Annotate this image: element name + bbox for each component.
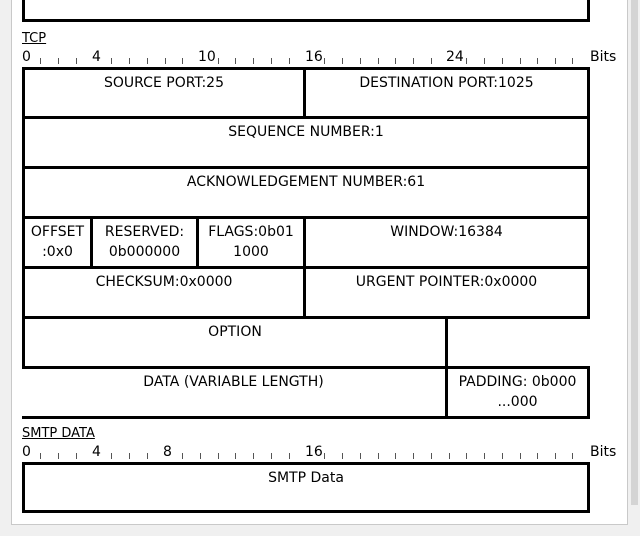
ruler-tick [555,453,556,459]
field-source-port: SOURCE PORT:25 [22,67,306,119]
ruler-tick [484,58,485,64]
ruler-tick [111,58,112,64]
ruler-tick [200,453,201,459]
ruler-tick [555,58,556,64]
ruler-tick [182,453,183,459]
ruler-tick [58,58,59,64]
ruler-tick [218,58,219,64]
ruler-unit-label: Bits [590,444,617,460]
ruler-number: 0 [22,49,31,65]
ruler-tick [40,453,41,459]
ruler-tick [271,453,272,459]
ruler-tick [378,453,379,459]
field-reserved: RESERVED: 0b000000 [93,216,199,269]
ruler-tick [129,58,130,64]
field-flags: FLAGS:0b01 1000 [199,216,306,269]
ruler-number: 24 [446,49,464,65]
ruler-tick [111,453,112,459]
tcp-bit-ruler [22,49,622,69]
ruler-tick [395,453,396,459]
smtp-section-label: SMTP DATA [22,426,95,441]
ruler-tick [431,453,432,459]
ruler-tick [572,453,573,459]
field-data: DATA (VARIABLE LENGTH) [22,366,448,419]
ruler-tick [342,453,343,459]
ruler-tick [76,58,77,64]
ruler-tick [484,453,485,459]
ruler-tick [324,453,325,459]
ruler-number: 16 [305,444,323,460]
ruler-number: 8 [163,444,172,460]
ruler-tick [520,453,521,459]
field-window: WINDOW:16384 [306,216,590,269]
ruler-tick [572,58,573,64]
field-sequence-number: SEQUENCE NUMBER:1 [22,116,590,169]
ruler-tick [324,58,325,64]
ruler-tick [413,58,414,64]
field-destination-port: DESTINATION PORT:1025 [306,67,590,119]
ruler-tick [449,453,450,459]
ruler-tick [40,58,41,64]
ruler-number: 4 [92,444,101,460]
field-offset: OFFSET :0x0 [22,216,93,269]
ruler-tick [520,58,521,64]
ruler-tick [466,453,467,459]
ruler-tick [342,58,343,64]
ruler-tick [58,453,59,459]
ruler-tick [182,58,183,64]
ruler-tick [360,58,361,64]
ruler-unit-label: Bits [590,49,617,65]
previous-header-box [22,0,590,22]
ruler-tick [129,453,130,459]
field-smtp-data: SMTP Data [22,462,590,513]
ruler-tick [537,453,538,459]
ruler-tick [378,58,379,64]
tcp-section-label: TCP [22,31,47,46]
ruler-tick [413,453,414,459]
ruler-tick [147,58,148,64]
ruler-tick [466,58,467,64]
ruler-tick [502,58,503,64]
ruler-number: 4 [92,49,101,65]
ruler-tick [289,58,290,64]
ruler-number: 16 [305,49,323,65]
ruler-tick [395,58,396,64]
ruler-tick [218,453,219,459]
smtp-bit-ruler [22,444,622,464]
ruler-tick [165,58,166,64]
ruler-tick [235,453,236,459]
ruler-tick [253,58,254,64]
ruler-tick [360,453,361,459]
ruler-tick [502,453,503,459]
ruler-tick [253,453,254,459]
field-urgent-pointer: URGENT POINTER:0x0000 [306,266,590,319]
ruler-number: 0 [22,444,31,460]
field-checksum: CHECKSUM:0x0000 [22,266,306,319]
ruler-tick [147,453,148,459]
scrollbar-thumb[interactable] [631,0,638,505]
ruler-tick [271,58,272,64]
ruler-tick [537,58,538,64]
ruler-tick [289,453,290,459]
field-option: OPTION [22,316,448,369]
ruler-tick [235,58,236,64]
ruler-number: 10 [198,49,216,65]
field-padding: PADDING: 0b000 ...000 [448,366,590,419]
ruler-tick [76,453,77,459]
ruler-tick [431,58,432,64]
field-acknowledgement-number: ACKNOWLEDGEMENT NUMBER:61 [22,166,590,219]
